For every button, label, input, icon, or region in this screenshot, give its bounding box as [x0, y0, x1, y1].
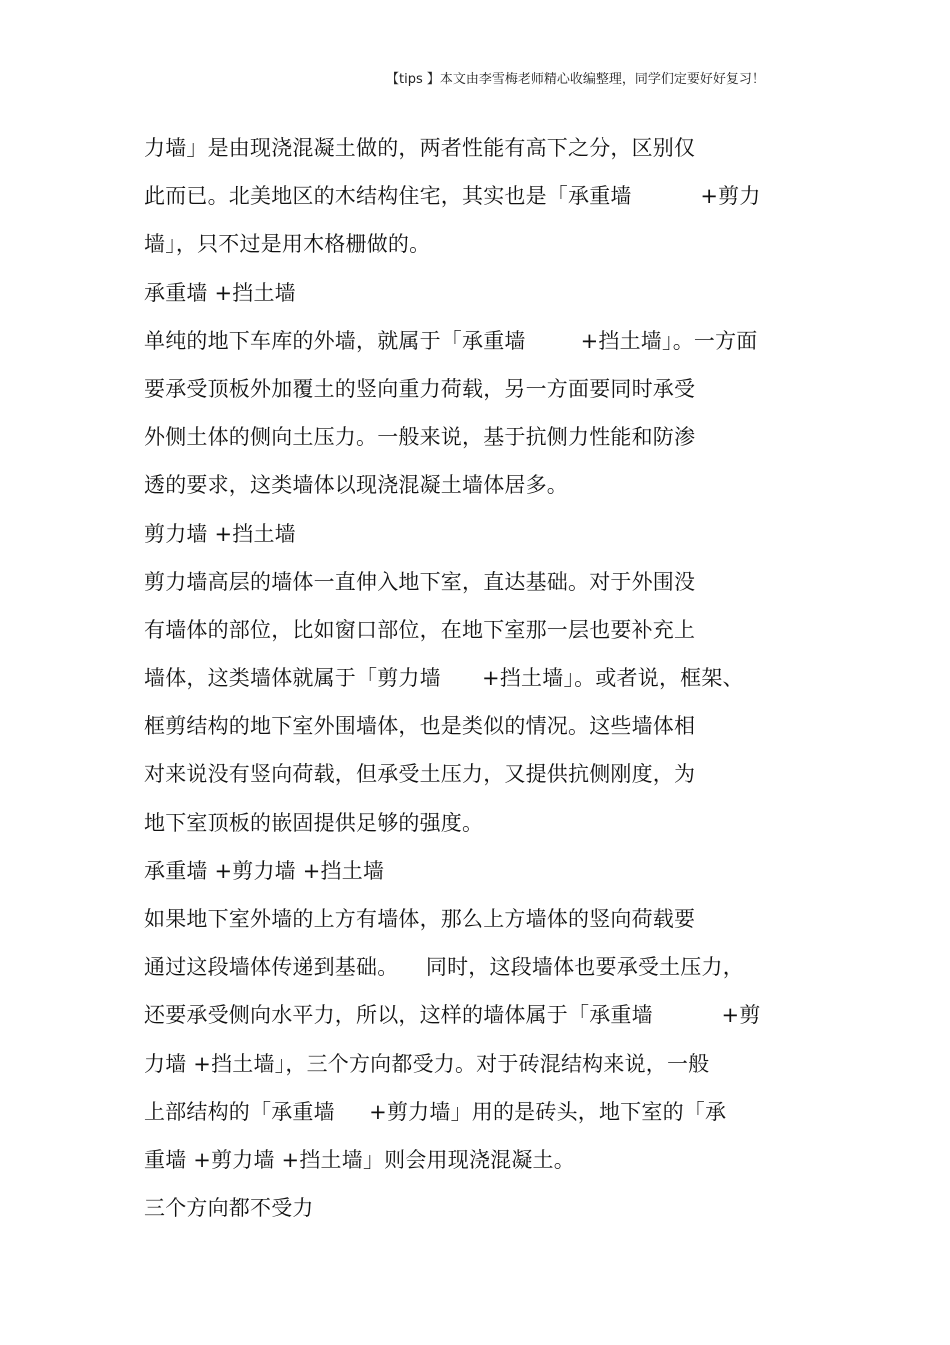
text-line: 剪力墙高层的墙体一直伸入地下室，直达基础。对于外围没 [144, 569, 696, 594]
text-line: 框剪结构的地下室外围墙体，也是类似的情况。这些墙体相 [144, 714, 696, 739]
header-tip: 【tips 】本文由李雪梅老师精心收编整理，同学们定要好好复习！ [386, 72, 765, 87]
text-line: 如果地下室外墙的上方有墙体，那么上方墙体的竖向荷载要 [144, 907, 696, 931]
text-line: 此而已。北美地区的木结构住宅，其实也是「承重墙 +剪力 [144, 184, 761, 209]
text-line: 透的要求，这类墙体以现浇混凝土墙体居多。 [144, 473, 568, 498]
text-line: 外侧土体的侧向土压力。一般来说，基于抗侧力性能和防渗 [144, 425, 696, 450]
text-line: 要承受顶板外加覆土的竖向重力荷载，另一方面要同时承受 [144, 376, 696, 401]
text-line: 力墙」是由现浇混凝土做的，两者性能有高下之分，区别仅 [144, 136, 696, 160]
text-line: 通过这段墙体传递到基础。 同时，这段墙体也要承受土压力， [144, 955, 744, 980]
text-line: 还要承受侧向水平力，所以，这样的墙体属于「承重墙 +剪 [144, 1003, 761, 1028]
section-heading: 剪力墙 +挡土墙 [144, 521, 296, 546]
text-line: 地下室顶板的嵌固提供足够的强度。 [144, 810, 484, 835]
section-heading: 承重墙 +挡土墙 [144, 280, 296, 305]
section-heading: 承重墙 +剪力墙 +挡土墙 [144, 858, 385, 883]
text-line: 重墙 +剪力墙 +挡土墙」则会用现浇混凝土。 [144, 1147, 575, 1172]
text-line: 有墙体的部位，比如窗口部位，在地下室那一层也要补充上 [144, 617, 696, 642]
section-heading: 三个方向都不受力 [144, 1196, 314, 1221]
text-line: 墙体，这类墙体就属于「剪力墙 +挡土墙」。或者说，框架、 [144, 666, 744, 691]
document-body [144, 124, 934, 1232]
text-line: 墙」，只不过是用木格栅做的。 [144, 232, 431, 257]
text-line: 力墙 +挡土墙」，三个方向都受力。对于砖混结构来说，一般 [144, 1051, 710, 1076]
text-line: 上部结构的「承重墙 +剪力墙」用的是砖头，地下室的「承 [144, 1099, 727, 1124]
text-line: 对来说没有竖向荷载，但承受土压力，又提供抗侧刚度，为 [144, 762, 696, 787]
text-line: 单纯的地下车库的外墙，就属于「承重墙 +挡土墙」。一方面 [144, 328, 758, 353]
